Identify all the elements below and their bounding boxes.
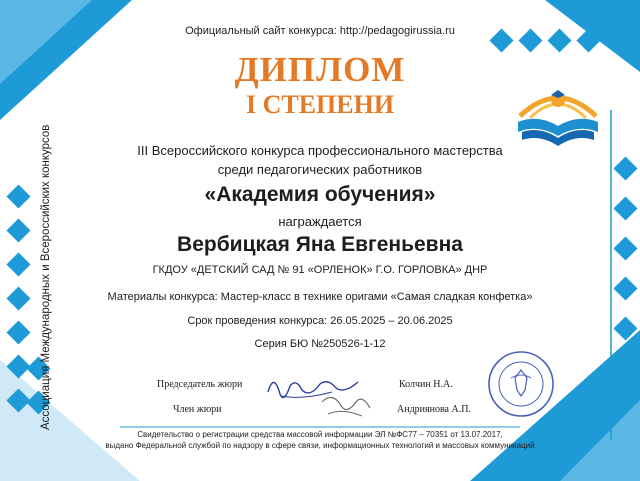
signature-marks — [262, 368, 382, 424]
diploma-degree: I СТЕПЕНИ — [245, 90, 395, 119]
member-name: Андриянова А.П. — [397, 404, 471, 415]
diploma-title: ДИПЛОМ — [234, 50, 406, 89]
vertical-association-text: Ассоциация Международных и Всероссийских конкурсов — [40, 124, 52, 430]
book-sun-logo-icon — [510, 70, 606, 150]
serial-number: Серия БЮ №250526-1-12 — [254, 338, 386, 350]
stamp-seal-icon — [487, 350, 555, 418]
period-line: Срок проведения конкурса: 26.05.2025 – 20.06.2025 — [187, 315, 453, 327]
recipient-name: Вербицкая Яна Евгеньевна — [177, 233, 463, 256]
contest-line-2: среди педагогических работников — [217, 162, 423, 177]
chair-name: Колчин Н.А. — [399, 379, 453, 390]
awarded-label: награждается — [278, 214, 362, 229]
contest-name: «Академия обучения» — [204, 183, 436, 206]
chair-label: Председатель жюри — [157, 379, 243, 390]
footer-line-2: выдано Федеральной службой по надзору в сфере связи, информационных технологий и массовых коммуникаций — [105, 441, 535, 450]
member-label: Член жюри — [173, 404, 222, 415]
contest-line-1: III Всероссийского конкурса профессионального мастерства — [137, 143, 503, 158]
footer-line-1: Свидетельство о регистрации средства массовой информации ЭЛ №ФС77 – 70351 от 13.07.2017, — [137, 430, 503, 439]
organization: ГКДОУ «ДЕТСКИЙ САД № 91 «ОРЛЕНОК» Г.О. ГОРЛОВКА» ДНР — [152, 264, 488, 276]
bottom-left-light-triangle — [0, 360, 140, 481]
site-line: Официальный сайт конкурса: http://pedagogirussia.ru — [185, 25, 455, 37]
materials-line: Материалы конкурса: Мастер-класс в технике оригами «Самая сладкая конфетка» — [107, 291, 533, 303]
